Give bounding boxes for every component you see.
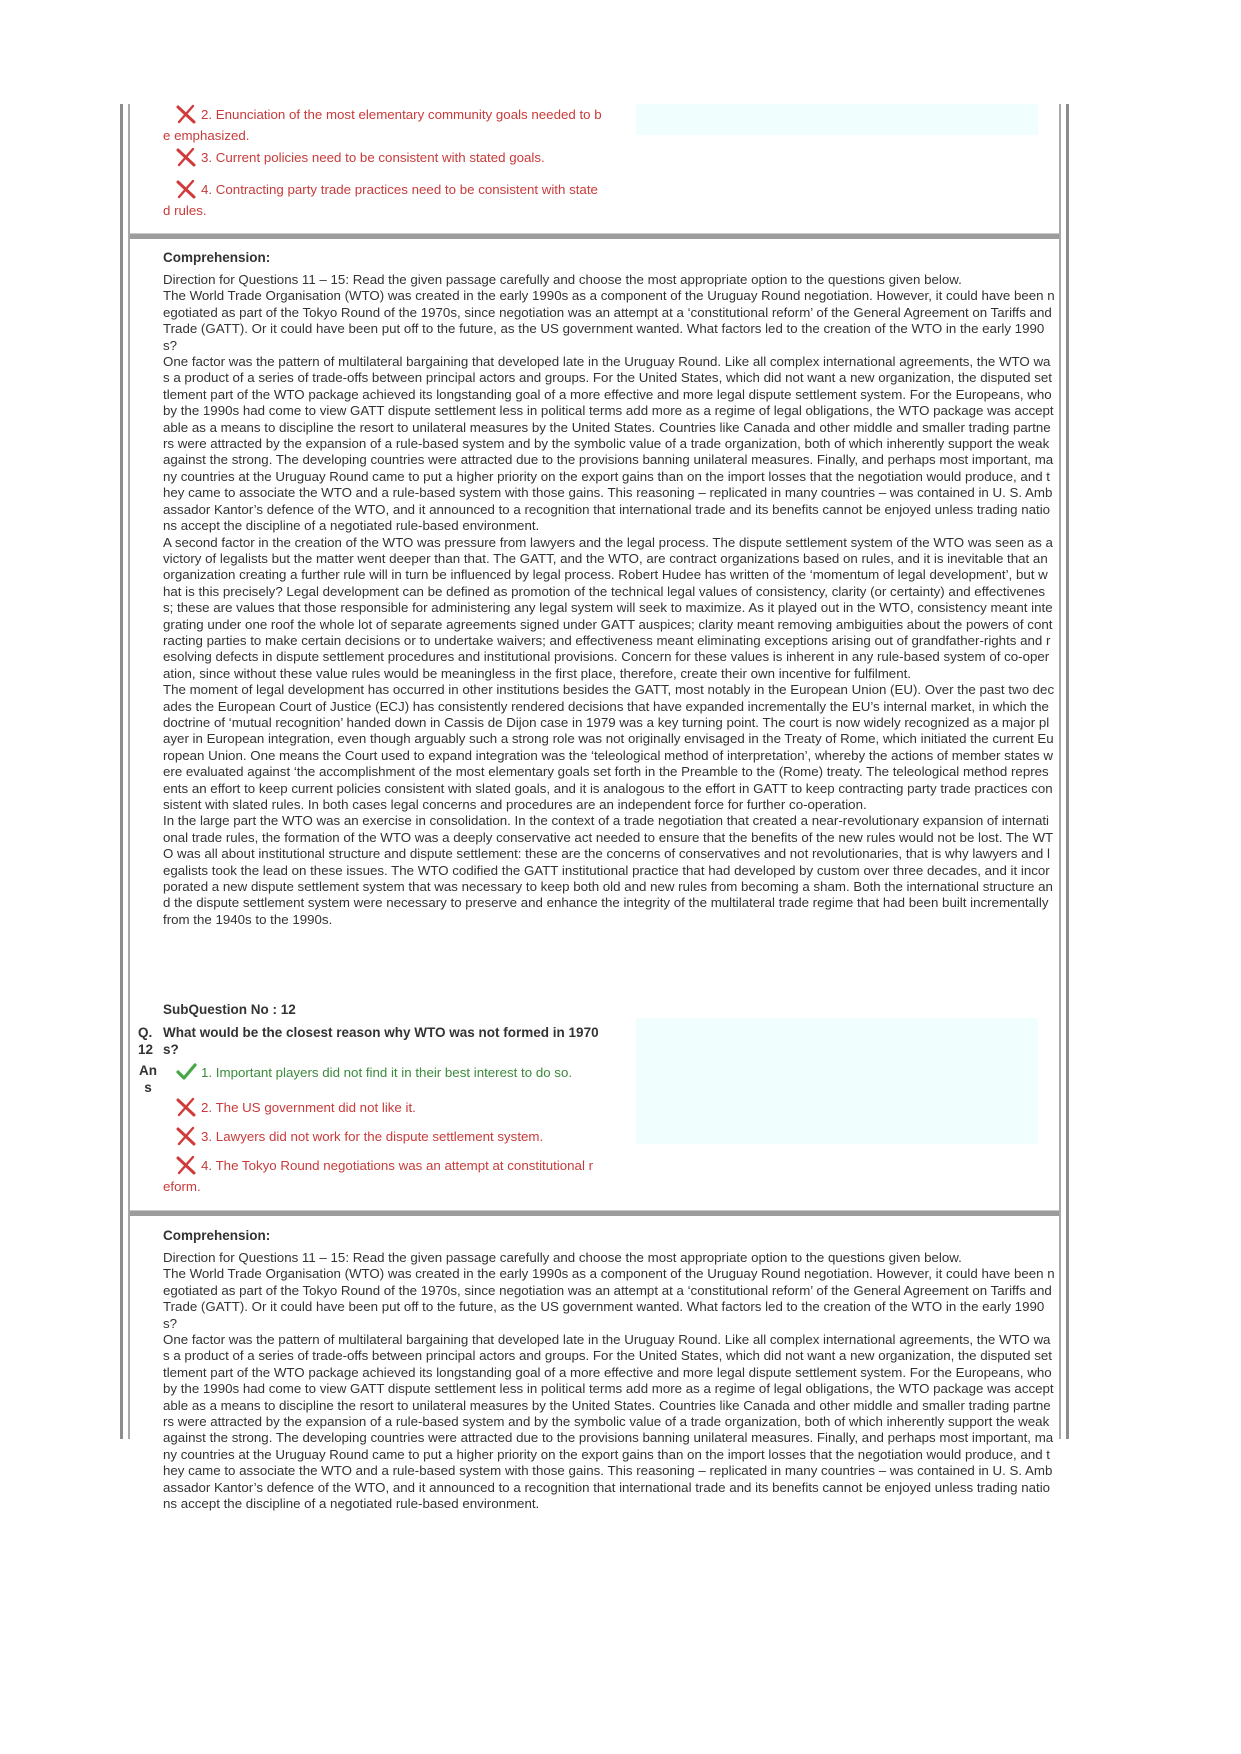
option-1-correct xyxy=(175,1062,645,1083)
option-text: The Tokyo Round negotiations was an attempt at constitutional r eform. xyxy=(163,1158,594,1194)
option-number: 4. xyxy=(201,1158,213,1173)
passage-paragraph: One factor was the pattern of multilateral bargaining that developed late in the Uruguay Round. Like all complex international agreements, the WTO was a product of a series of trade-offs between principal actors and groups. For the United States, which did not want a new organization, the disputed settlement part of the WTO package achieved its longstanding goal of a more effective and more legal dispute settlement system. For the Europeans, who by the 1990s had come to view GATT dispute settlement less in political terms add more as a regime of legal obligations, the WTO package was acceptable as a means to discipline the resort to unilateral measures by the United States. Countries like Canada and other middle and smaller trading partners were attracted by the expansion of a rule-based system and by the symbolic value of a trade organization, both of which inherently support the weak against the strong. The developing countries were attracted due to the provisions banning unilateral measures. Finally, and perhaps most important, many countries at the Uruguay Round came to put a higher priority on the export gains than on the import losses that the negotiation would produce, and they came to associate the WTO and a rule-based system with those gains. This reasoning – replicated in many countries – was contained in U. S. Ambassador Kantor’s defence of the WTO, and it announced to a recognition that international trade and its benefits cannot be enjoyed unless trading nations accept the discipline of a negotiated rule-based environment. xyxy=(163,1332,1054,1512)
question-label: Q. 12 xyxy=(138,1025,154,1057)
passage-paragraph: The World Trade Organisation (WTO) was created in the early 1990s as a component of the Uruguay Round negotiation. However, it could have been negotiated as part of the Tokyo Round of the 1970s, since negotiation was an attempt at a ‘constitutional reform’ of the General Agreement on Tariffs and Trade (GATT). Or it could have been put off to the future, as the US government wanted. What factors led to the creation of the WTO in the early 1990s? xyxy=(163,288,1055,353)
option-text: Important players did not find it in their best interest to do so. xyxy=(215,1065,573,1080)
question-text: What would be the closest reason why WTO was not formed in 1970 s? xyxy=(163,1025,599,1057)
option-number: 3. xyxy=(201,150,213,165)
cross-icon xyxy=(175,105,197,123)
option-2-prev xyxy=(163,104,633,146)
cross-icon xyxy=(175,1127,197,1145)
passage-paragraph: The World Trade Organisation (WTO) was created in the early 1990s as a component of the Uruguay Round negotiation. However, it could have been negotiated as part of the Tokyo Round of the 1970s, since negotiation was an attempt at a ‘constitutional reform’ of the General Agreement on Tariffs and Trade (GATT). Or it could have been put off to the future, as the US government wanted. What factors led to the creation of the WTO in the early 1990s? xyxy=(163,1266,1055,1331)
cross-icon xyxy=(175,180,197,198)
subquestion-heading: SubQuestion No : 12 xyxy=(163,1002,296,1017)
option-3-prev xyxy=(175,147,645,168)
comprehension-heading: Comprehension: xyxy=(163,250,271,265)
cross-icon xyxy=(175,1098,197,1116)
cross-icon xyxy=(175,148,197,166)
passage-paragraph: The moment of legal development has occurred in other institutions besides the GATT, most notably in the European Union (EU). Over the past two decades the European Court of Justice (ECJ) has consistently rendered decisions that have expanded incrementally the EU’s internal market, in which the doctrine of ‘mutual recognition’ handed down in Cassis de Dijon case in 1979 was a key turning point. The court is now widely recognized as a major player in European integration, even though arguably such a strong role was not originally envisaged in the Treaty of Rome, which initiated the current European Union. One means the Court used to expand integration was the ‘teleological method of interpretation’, whereby the actions of member states were evaluated against ‘the accomplishment of the most elementary goals set forth in the Preamble to the (Rome) treaty. The teleological method represents an effort to keep current policies consistent with slated goals, and it is analogous to the effort in GATT to keep contracting party trade practices consistent with slated rules. In both cases legal concerns and procedures are an independent force for further co-operation. xyxy=(163,682,1055,812)
option-text: The US government did not like it. xyxy=(215,1100,416,1115)
passage-direction: Direction for Questions 11 – 15: Read the given passage carefully and choose the most appropriate option to the questions given below. xyxy=(163,272,962,287)
checkmark-icon xyxy=(175,1063,197,1081)
passage-paragraph: A second factor in the creation of the WTO was pressure from lawyers and the legal process. The dispute settlement system of the WTO was seen as a victory of legalists but the matter went deeper than that. The GATT, and the WTO, are contract organizations based on rules, and it is inevitable that an organization creating a further rule will in turn be influenced by legal process. Robert Hudee has written of the ‘momentum of legal development’, but what is this precisely? Legal development can be defined as promotion of the technical legal values of consistency, clarity (or certainty) and effectiveness; these are values that those responsible for administering any legal system will seek to maximize. As it played out in the WTO, consistency meant integrating under one roof the whole lot of separate agreements signed under GATT auspices; clarity meant removing ambiguities about the powers of contracting parties to make certain decisions or to undertake waivers; and effectiveness meant eliminating exceptions arising out of grandfather-rights and resolving defects in dispute settlement procedures and institutional provisions. Concern for these values is inherent in any rule-based system of co-operation, since without these value rules would be meaningless in the first place, therefore, create their own incentive for fulfilment. xyxy=(163,534,1053,681)
option-text: Lawyers did not work for the dispute settlement system. xyxy=(215,1129,544,1144)
option-number: 4. xyxy=(201,182,213,197)
option-text: Contracting party trade practices need to be consistent with state d rules. xyxy=(163,182,598,218)
option-text: Current policies need to be consistent with stated goals. xyxy=(215,150,545,165)
option-3 xyxy=(175,1126,645,1147)
section-divider xyxy=(130,1210,1059,1216)
answer-label: An s xyxy=(139,1063,157,1095)
passage-direction: Direction for Questions 11 – 15: Read the given passage carefully and choose the most appropriate option to the questions given below. xyxy=(163,1250,962,1265)
cross-icon xyxy=(175,1156,197,1174)
passage-paragraph: One factor was the pattern of multilateral bargaining that developed late in the Uruguay Round. Like all complex international agreements, the WTO was a product of a series of trade-offs between principal actors and groups. For the United States, which did not want a new organization, the disputed settlement part of the WTO package achieved its longstanding goal of a more effective and more legal dispute settlement system. For the Europeans, who by the 1990s had come to view GATT dispute settlement less in political terms add more as a regime of legal obligations, the WTO package was acceptable as a means to discipline the resort to unilateral measures by the United States. Countries like Canada and other middle and smaller trading partners were attracted by the expansion of a rule-based system and by the symbolic value of a trade organization, both of which inherently support the weak against the strong. The developing countries were attracted due to the provisions banning unilateral measures. Finally, and perhaps most important, many countries at the Uruguay Round came to put a higher priority on the export gains than on the import losses that the negotiation would produce, and they came to associate the WTO and a rule-based system with those gains. This reasoning – replicated in many countries – was contained in U. S. Ambassador Kantor’s defence of the WTO, and it announced to a recognition that international trade and its benefits cannot be enjoyed unless trading nations accept the discipline of a negotiated rule-based environment. xyxy=(163,354,1054,534)
passage-repeat xyxy=(163,1250,1055,1513)
passage-paragraph: In the large part the WTO was an exercise in consolidation. In the context of a trade negotiation that created a near-revolutionary expansion of international trade rules, the formation of the WTO was a deeply conservative act needed to ensure that the benefits of the new rules would not be lost. The WTO was all about institutional structure and dispute settlement: these are the concerns of conservatives and not revolutionaries, that is why lawyers and legalists took the lead on these issues. The WTO codified the GATT institutional practice that had developed by custom over three decades, and it incorporated a new dispute settlement system that was necessary to keep both old and new rules from becoming a sham. Both the international structure and the dispute settlement system were necessary to preserve and enhance the integrity of the multilateral trade regime that had been built incrementally from the 1940s to the 1990s. xyxy=(163,813,1054,927)
section-divider xyxy=(130,233,1059,239)
option-4-prev xyxy=(163,179,633,221)
answer-highlight-panel xyxy=(636,104,1038,135)
question-frame xyxy=(120,104,1069,1512)
option-4 xyxy=(163,1155,633,1197)
option-number: 2. xyxy=(201,1100,213,1115)
answer-highlight-panel xyxy=(636,1018,1038,1144)
option-text: Enunciation of the most elementary community goals needed to b e emphasized. xyxy=(163,107,602,143)
passage xyxy=(163,272,1055,928)
option-number: 2. xyxy=(201,107,213,122)
option-number: 1. xyxy=(201,1065,213,1080)
question-frame-inner xyxy=(128,104,1061,1512)
option-number: 3. xyxy=(201,1129,213,1144)
comprehension-heading: Comprehension: xyxy=(163,1228,271,1243)
option-2 xyxy=(175,1097,645,1118)
